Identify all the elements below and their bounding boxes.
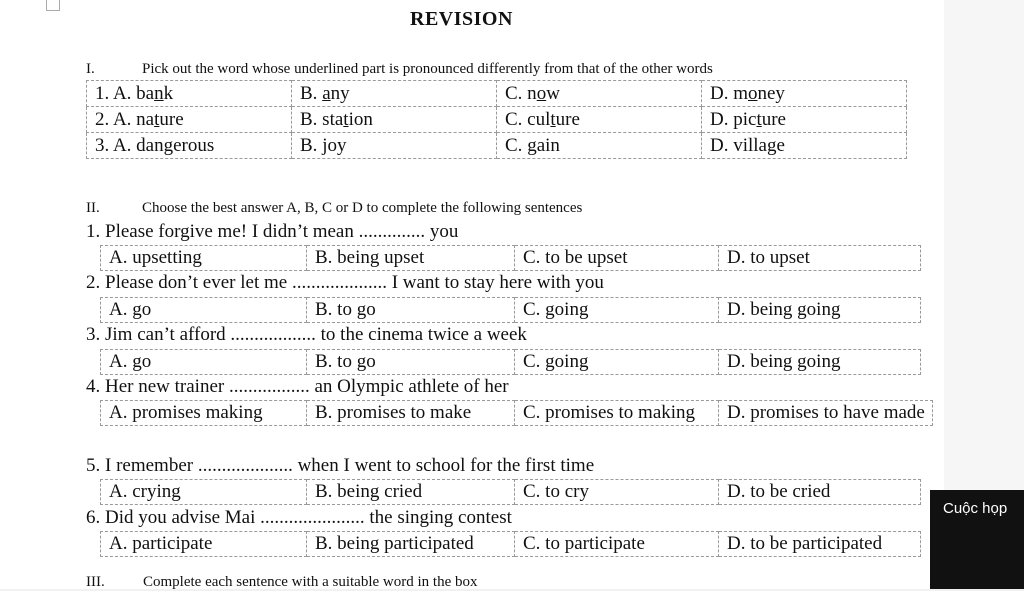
- options-row: [101, 532, 921, 557]
- answer-option-c[interactable]: C. to cry: [515, 480, 719, 505]
- answer-option-a[interactable]: A. promises making: [101, 401, 307, 426]
- answer-option-d[interactable]: D. promises to have made: [719, 401, 933, 426]
- answer-option-a[interactable]: A. crying: [101, 480, 307, 505]
- answer-option-c[interactable]: C. to be upset: [515, 246, 719, 271]
- section-3-number: III.: [86, 574, 105, 590]
- word-part: ain: [536, 134, 560, 156]
- pronunciation-cell: [292, 107, 497, 133]
- pronunciation-row: [87, 133, 907, 159]
- answer-option-d[interactable]: D. to be cried: [719, 480, 921, 505]
- options-table: [100, 297, 921, 323]
- pronunciation-table: [86, 80, 907, 159]
- underlined-part: g: [527, 134, 537, 156]
- answer-option-d[interactable]: D. being going: [719, 350, 921, 375]
- word-part: 3. A. dan: [95, 134, 164, 156]
- answer-option-b[interactable]: B. to go: [307, 350, 515, 375]
- pronunciation-row: [87, 81, 907, 107]
- section-2-number: II.: [86, 200, 100, 216]
- word-part: ure: [555, 108, 580, 130]
- answer-option-b[interactable]: B. being upset: [307, 246, 515, 271]
- pronunciation-cell: [87, 81, 292, 107]
- pronunciation-cell: [497, 107, 702, 133]
- underlined-part: g: [767, 134, 777, 156]
- word-part: w: [546, 82, 560, 104]
- meeting-label: Cuộc họp: [943, 500, 1008, 517]
- section-1-number: I.: [86, 61, 95, 77]
- answer-option-c[interactable]: C. promises to making: [515, 401, 719, 426]
- answer-option-d[interactable]: D. to be participated: [719, 532, 921, 557]
- answer-option-a[interactable]: A. participate: [101, 532, 307, 557]
- word-part: oy: [327, 134, 347, 156]
- pronunciation-cell: [702, 107, 907, 133]
- word-part: B.: [300, 134, 323, 156]
- underlined-part: n: [154, 82, 164, 104]
- answer-option-c[interactable]: C. to participate: [515, 532, 719, 557]
- page-corner-mark: [46, 0, 60, 11]
- word-part: B.: [300, 82, 323, 104]
- section-1-instruction: Pick out the word whose underlined part is pronounced differently from that of the other words: [142, 61, 713, 77]
- options-row: [101, 401, 933, 426]
- answer-option-d[interactable]: D. being going: [719, 298, 921, 323]
- question-stem: 1. Please forgive me! I didn’t mean .............. you: [86, 221, 459, 242]
- pronunciation-row: [87, 107, 907, 133]
- underlined-part: t: [343, 108, 349, 130]
- options-table: [100, 531, 921, 557]
- answer-option-b[interactable]: B. to go: [307, 298, 515, 323]
- options-row: [101, 480, 921, 505]
- section-3-instruction: Complete each sentence with a suitable word in the box: [143, 574, 478, 590]
- answer-option-a[interactable]: A. upsetting: [101, 246, 307, 271]
- underlined-part: o: [536, 82, 547, 104]
- word-part: ion: [348, 108, 373, 130]
- word-part: 1. A. ba: [95, 82, 155, 104]
- word-part: e: [776, 134, 785, 156]
- pronunciation-cell: [87, 133, 292, 159]
- answer-option-b[interactable]: B. being cried: [307, 480, 515, 505]
- word-part: ny: [330, 82, 350, 104]
- question-stem: 4. Her new trainer ................. an Olympic athlete of her: [86, 376, 509, 397]
- pronunciation-cell: [292, 133, 497, 159]
- question-stem: 6. Did you advise Mai ...................... the singing contest: [86, 507, 512, 528]
- page-title: REVISION: [410, 8, 513, 30]
- answer-option-b[interactable]: B. promises to make: [307, 401, 515, 426]
- pronunciation-cell: [702, 133, 907, 159]
- question-stem: 5. I remember .................... when I went to school for the first time: [86, 455, 595, 476]
- word-part: ure: [159, 108, 184, 130]
- options-table: [100, 400, 933, 426]
- answer-option-b[interactable]: B. being participated: [307, 532, 515, 557]
- options-row: [101, 246, 921, 271]
- underlined-part: o: [748, 82, 758, 104]
- word-part: C.: [505, 134, 528, 156]
- word-part: D. villa: [710, 134, 767, 156]
- pronunciation-cell: [702, 81, 907, 107]
- answer-option-c[interactable]: C. going: [515, 298, 719, 323]
- word-part: B. sta: [300, 108, 344, 130]
- question-stem: 2. Please don’t ever let me .................... I want to stay here with you: [86, 272, 604, 293]
- pronunciation-cell: [292, 81, 497, 107]
- options-row: [101, 350, 921, 375]
- pronunciation-cell: [497, 81, 702, 107]
- pronunciation-cell: [497, 133, 702, 159]
- pronunciation-cell: [87, 107, 292, 133]
- underlined-part: t: [550, 108, 556, 130]
- options-table: [100, 479, 921, 505]
- answer-option-a[interactable]: A. go: [101, 350, 307, 375]
- question-stem: 3. Jim can’t afford .................. to the cinema twice a week: [86, 324, 527, 345]
- word-part: ure: [761, 108, 786, 130]
- word-part: D. m: [710, 82, 748, 104]
- answer-option-c[interactable]: C. going: [515, 350, 719, 375]
- word-part: erous: [173, 134, 215, 156]
- underlined-part: t: [154, 108, 160, 130]
- section-3-heading: [86, 574, 478, 591]
- word-part: D. pic: [710, 108, 757, 130]
- underlined-part: t: [756, 108, 762, 130]
- options-table: [100, 349, 921, 375]
- word-part: k: [163, 82, 174, 104]
- options-table: [100, 245, 921, 271]
- answer-option-d[interactable]: D. to upset: [719, 246, 921, 271]
- underlined-part: j: [322, 134, 328, 156]
- word-part: C. cul: [505, 108, 551, 130]
- answer-option-a[interactable]: A. go: [101, 298, 307, 323]
- word-part: ney: [757, 82, 785, 104]
- underlined-part: g: [163, 134, 174, 156]
- word-part: 2. A. na: [95, 108, 155, 130]
- options-row: [101, 298, 921, 323]
- section-2-instruction: Choose the best answer A, B, C or D to complete the following sentences: [142, 200, 583, 216]
- underlined-part: a: [322, 82, 331, 104]
- word-part: C. n: [505, 82, 537, 104]
